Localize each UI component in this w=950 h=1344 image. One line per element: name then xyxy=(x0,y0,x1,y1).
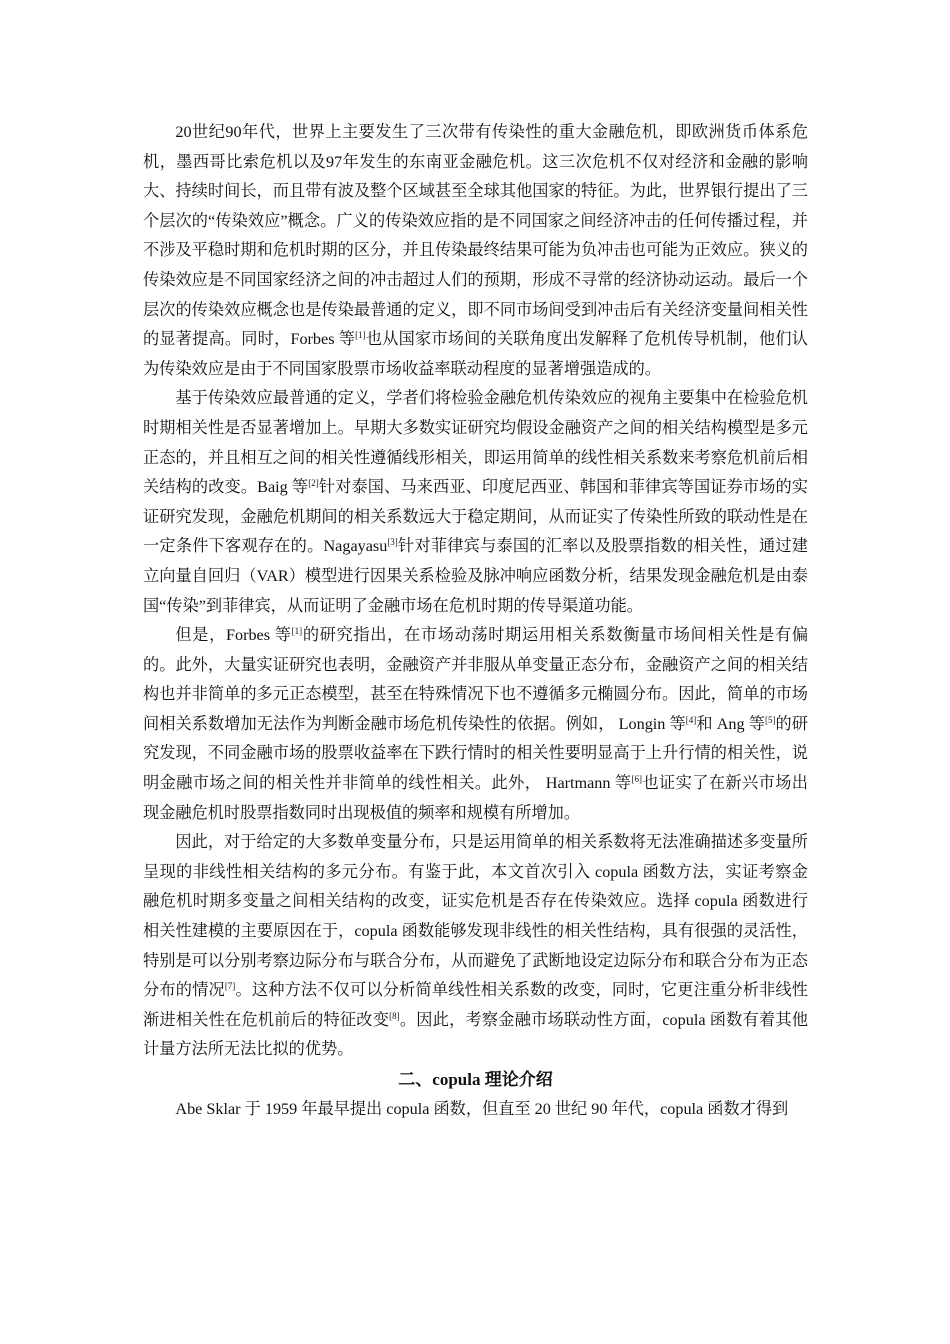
citation-ref: [6] xyxy=(631,774,643,785)
text-run: 的研究指出，在市场动荡时期运用相关系数衡量市场间相关性是有偏的。此外，大量实证研究也表明，金融资产并非服从单变量正态分布，金融资产之间的相关结构也并非简单的多元正态模型，甚至在特殊情况下也不遵循多元椭圆分布。因此，简单的市场间相关系数增加无法作为判断金融市场危机传染性的依据。例如， Longin 等 xyxy=(143,626,808,733)
text-run: 针对泰国、马来西亚、印度尼西亚、韩国和菲律宾等国证券市场的实证研究发现，金融危机期间的相关系数远大于稳定期间，从而证实了传染性所致的联动性是在一定条件下客观存在的。Nagayasu xyxy=(143,478,808,556)
citation-ref: [1] xyxy=(355,330,366,341)
citation-ref: [1] xyxy=(291,626,303,637)
paragraph-contagion-background xyxy=(143,118,808,384)
paragraph-sklar-intro: Abe Sklar 于 1959 年最早提出 copula 函数，但直至 20 世纪 90 年代，copula 函数才得到 xyxy=(175,1100,789,1118)
text-run: 也证实了在新兴市场出现金融危机时股票指数同时出现极值的频率和规模有所增加。 xyxy=(143,774,808,822)
paragraph-copula-motivation xyxy=(143,828,808,1065)
citation-ref: [2] xyxy=(308,478,319,489)
text-run: 和 Ang 等 xyxy=(696,714,765,733)
citation-ref: [4] xyxy=(685,714,697,725)
citation-ref: [5] xyxy=(764,714,776,725)
text-run: 。因此，考察金融市场联动性方面，copula 函数有着其他计量方法所无法比拟的优势。 xyxy=(143,1010,809,1059)
citation-ref: [7] xyxy=(224,981,236,992)
text-run: 20世纪90年代，世界上主要发生了三次带有传染性的重大金融危机，即欧洲货币体系危机，墨西哥比索危机以及97年发生的东南亚金融危机。这三次危机不仅对经济和金融的影响大、持续时间长，而且带有波及整个区域甚至全球其他国家的特征。为此，世界银行提出了三个层次的“传染效应”概念。广义的传染效应指的是不同国家之间经济冲击的任何传播过程，并不涉及平稳时期和危机时期的区分，并且传染最终结果可能为负冲击也可能为正效应。狭义的传染效应是不同国家经济之间的冲击超过人们的预期，形成不寻常的经济协动运动。最后一个层次的传染效应概念也是传染最普通的定义，即不同市场间受到冲击后有关经济变量间相关性的显著提高。同时，Forbes 等 xyxy=(143,123,808,349)
text-run: 针对菲律宾与泰国的汇率以及股票指数的相关性，通过建立向量自回归（VAR）模型进行因果关系检验及脉冲响应函数分析，结果发现金融危机是由泰国“传染”到菲律宾，从而证明了金融市场在危机时期的传导渠道功能。 xyxy=(143,537,808,615)
page-content xyxy=(143,118,808,1125)
paragraph-early-studies xyxy=(143,384,808,621)
section-heading: 二、copula 理论介绍 xyxy=(398,1070,553,1089)
paragraph-criticism xyxy=(143,621,808,828)
text-run: 但是，Forbes 等 xyxy=(175,626,292,645)
text-run: 。这种方法不仅可以分析简单线性相关系数的改变，同时，它更注重分析非线性渐进相关性在危机前后的特征改变 xyxy=(143,981,808,1029)
text-run: 因此，对于给定的大多数单变量分布，只是运用简单的相关系数将无法准确描述多变量所呈现的非线性相关结构的多元分布。有鉴于此，本文首次引入 copula 函数方法，实证考察金融危机时期多变量之间相关结构的改变，证实危机是否存在传染效应。选择 copula 函数进行相关性建模的主要原因在于，copula 函数能够发现非线性的相关性结构，具有很强的灵活性，特别是可以分别考察边际分布与联合分布，从而避免了武断地设定边际分布和联合分布为正态分布的情况 xyxy=(143,833,808,1000)
text-run: 的研究发现，不同金融市场的股票收益率在下跌行情时的相关性要明显高于上升行情的相关性，说明金融市场之间的相关性并非简单的线性相关。此外， Hartmann 等 xyxy=(143,714,808,793)
citation-ref: [3] xyxy=(387,537,398,548)
text-run: 也从国家市场间的关联角度出发解释了危机传导机制，他们认为传染效应是由于不同国家股票市场收益率联动程度的显著增强造成的。 xyxy=(143,330,808,378)
citation-ref: [8] xyxy=(389,1010,400,1021)
text-run: 基于传染效应最普通的定义，学者们将检验金融危机传染效应的视角主要集中在检验危机时期相关性是否显著增加上。早期大多数实证研究均假设金融资产之间的相关结构模型是多元正态的，并且相互之间的相关性遵循线形相关，即运用简单的线性相关系数来考察危机前后相关结构的改变。Baig 等 xyxy=(143,389,808,497)
